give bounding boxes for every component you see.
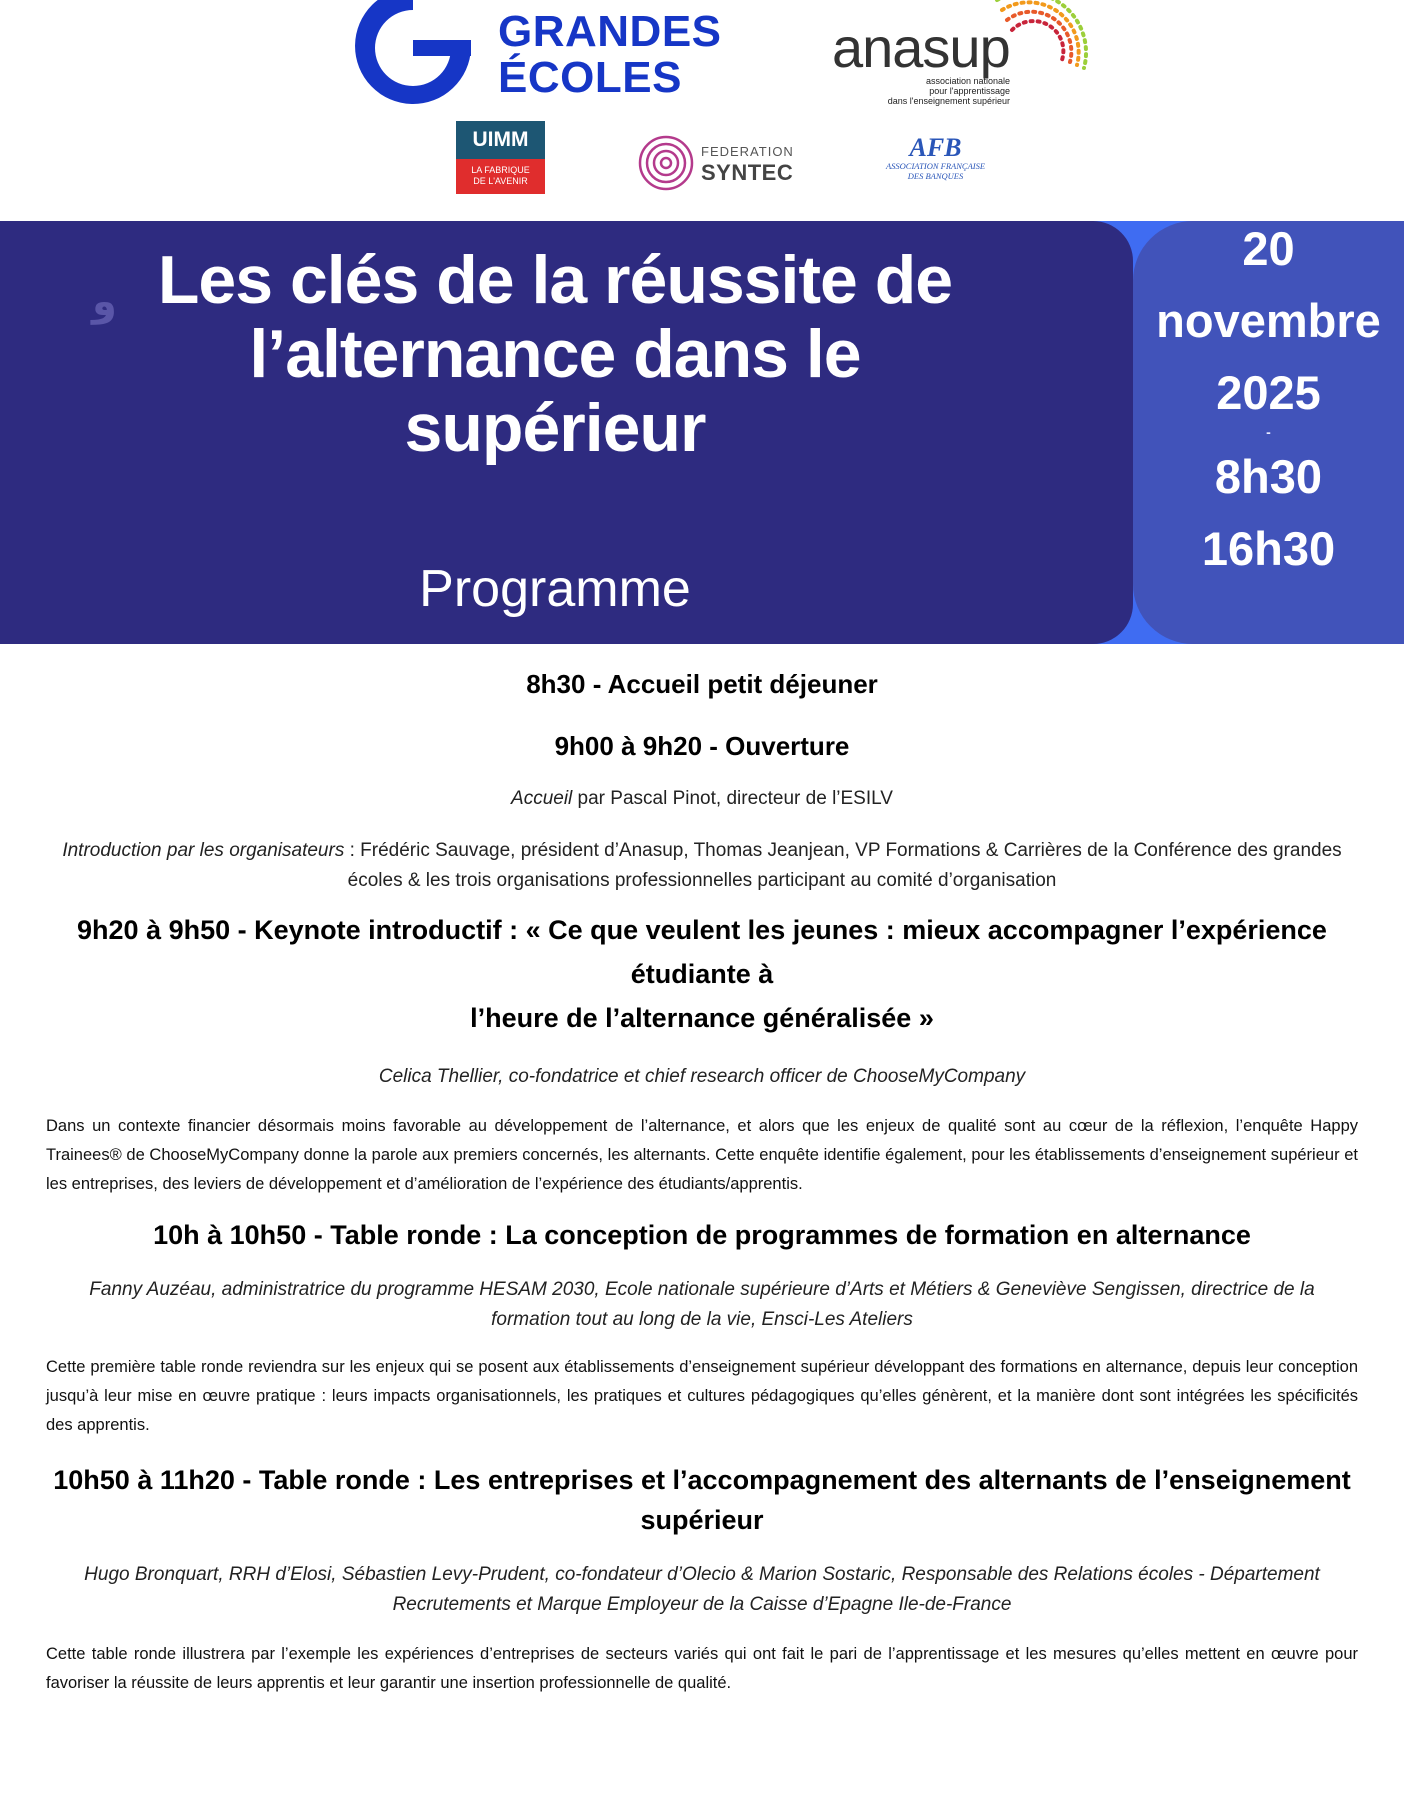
event-banner [0, 221, 1404, 644]
uimm-tagline [456, 159, 545, 194]
uimm-tagline-1: LA FABRIQUE [471, 165, 530, 175]
section-heading-line-2: supérieur [640, 1505, 764, 1535]
speaker-line [46, 1560, 1358, 1620]
syntec-logo [637, 134, 797, 194]
event-date-separator: - [1266, 424, 1271, 440]
speaker-line-2: formation tout au long de la vie, Ensci-Les Ateliers [491, 1309, 913, 1330]
speaker-line-1: Hugo Bronquart, RRH d’Elosi, Sébastien Levy-Prudent, co-fondateur d’Olecio & Marion Sostaric, Responsable des Relations écoles - Département [84, 1564, 1320, 1585]
welcome-line [46, 784, 1358, 814]
uimm-tagline-2: DE L'AVENIR [473, 176, 528, 186]
intro-text-1: : Frédéric Sauvage, président d’Anasup, Thomas Jeanjean, VP Formations & Carrières de la Conférence des grandes [344, 840, 1342, 861]
intro-line [46, 836, 1358, 896]
event-date-month: novembre [1156, 294, 1381, 347]
uimm-name: UIMM [456, 121, 545, 159]
programme-content [46, 664, 1358, 1698]
welcome-text: par Pascal Pinot, directeur de l’ESILV [572, 788, 893, 809]
anasup-logo [832, 0, 1072, 110]
event-title [40, 243, 1070, 465]
speaker-line: Celica Thellier, co-fondatrice et chief research officer de ChooseMyCompany [378, 1066, 1026, 1087]
cge-line-1: GRANDES [498, 7, 722, 56]
afb-sub-1: ASSOCIATION FRANÇAISE [885, 161, 986, 171]
section-heading: 10h à 10h50 - Table ronde : La conception de programmes de formation en alternance [153, 1220, 1251, 1250]
cge-line-2: ÉCOLES [498, 53, 682, 102]
event-date-day: 20 [1242, 222, 1295, 275]
anasup-wordmark: anasup [832, 16, 1010, 79]
anasup-tagline [864, 76, 1010, 106]
speaker-line-2: Recrutements et Marque Employeur de la Caisse d’Epagne Ile-de-France [392, 1594, 1012, 1615]
uimm-logo [456, 121, 545, 194]
event-title-line-3: supérieur [404, 390, 706, 466]
section-heading-line-2: l’heure de l’alternance généralisée » [470, 1003, 934, 1033]
section-heading: 8h30 - Accueil petit déjeuner [526, 669, 878, 699]
syntec-line-2: SYNTEC [701, 160, 794, 185]
welcome-label: Accueil [511, 788, 573, 809]
afb-sub-2: DES BANQUES [907, 171, 964, 181]
event-time-end: 16h30 [1201, 522, 1336, 575]
partner-logos [0, 0, 1404, 205]
anasup-tagline-2: pour l'apprentissage [929, 86, 1010, 96]
syntec-line-1: FEDERATION [701, 144, 794, 159]
decorative-glyph-icon: ﻭ [92, 280, 117, 324]
section-heading-line-1: 9h20 à 9h50 - Keynote introductif : « Ce que veulent les jeunes : mieux accompagner l’expérience étudiante à [77, 915, 1327, 989]
intro-label: Introduction par les organisateurs [62, 840, 345, 861]
section-description: Cette table ronde illustrera par l’exemple les expériences d’entreprises de secteurs variés qui ont fait le pari de l’apprentissage et les mesures qu’elles mettent en œuvre pour favoriser la réussite de leurs apprentis et leur garantir une insertion professionnelle de qualité. [46, 1645, 1358, 1692]
afb-logo [873, 135, 998, 185]
event-title-line-1: Les clés de la réussite de [157, 242, 953, 318]
event-date [1133, 221, 1404, 585]
cge-logo [343, 0, 763, 108]
event-title-line-2: l’alternance dans le [249, 316, 861, 392]
afb-mark: AFB [909, 133, 962, 162]
cge-small-line [498, 0, 699, 1]
section-heading-line-1: 10h50 à 11h20 - Table ronde : Les entreprises et l’accompagnement des alternants de l’enseignement [53, 1465, 1351, 1495]
section-heading: 9h00 à 9h20 - Ouverture [554, 731, 850, 761]
speaker-line-1: Fanny Auzéau, administratrice du programme HESAM 2030, Ecole nationale supérieure d’Arts et Métiers & Geneviève Sengissen, directrice de la [89, 1279, 1315, 1300]
event-date-year: 2025 [1216, 366, 1321, 419]
section-heading [46, 1458, 1358, 1538]
event-subtitle: Programme [419, 560, 691, 618]
section-heading [46, 908, 1358, 1040]
speaker-line [46, 1275, 1358, 1335]
event-time-start: 8h30 [1214, 450, 1323, 503]
section-description: Cette première table ronde reviendra sur les enjeux qui se posent aux établissements d’enseignement supérieur développant des formations en alternance, depuis leur conception jusqu’à leur mise en œuvre pratique : leurs impacts organisationnels, les pratiques et cultures pédagogiques qu’elles génèrent, et la manière dont sont intégrées les spécificités des apprentis. [46, 1358, 1358, 1434]
syntec-spiral-icon [637, 134, 695, 192]
anasup-tagline-1: association nationale [925, 76, 1010, 86]
intro-text-2: écoles & les trois organisations professionnelles participant au comité d’organisation [347, 870, 1057, 891]
cge-mark-icon [343, 0, 483, 108]
section-description: Dans un contexte financier désormais moins favorable au développement de l’alternance, et alors que les enjeux de qualité sont au cœur de la réflexion, l’enquête Happy Trainees® de ChooseMyCompany donne la parole aux premiers concernés, les alternants. Cette enquête identifie également, pour les établissements d’enseignement supérieur et les entreprises, des leviers de développement et d’amélioration de l’expérience des étudiants/apprentis. [46, 1117, 1358, 1193]
anasup-tagline-3: dans l'enseignement supérieur [887, 96, 1010, 106]
